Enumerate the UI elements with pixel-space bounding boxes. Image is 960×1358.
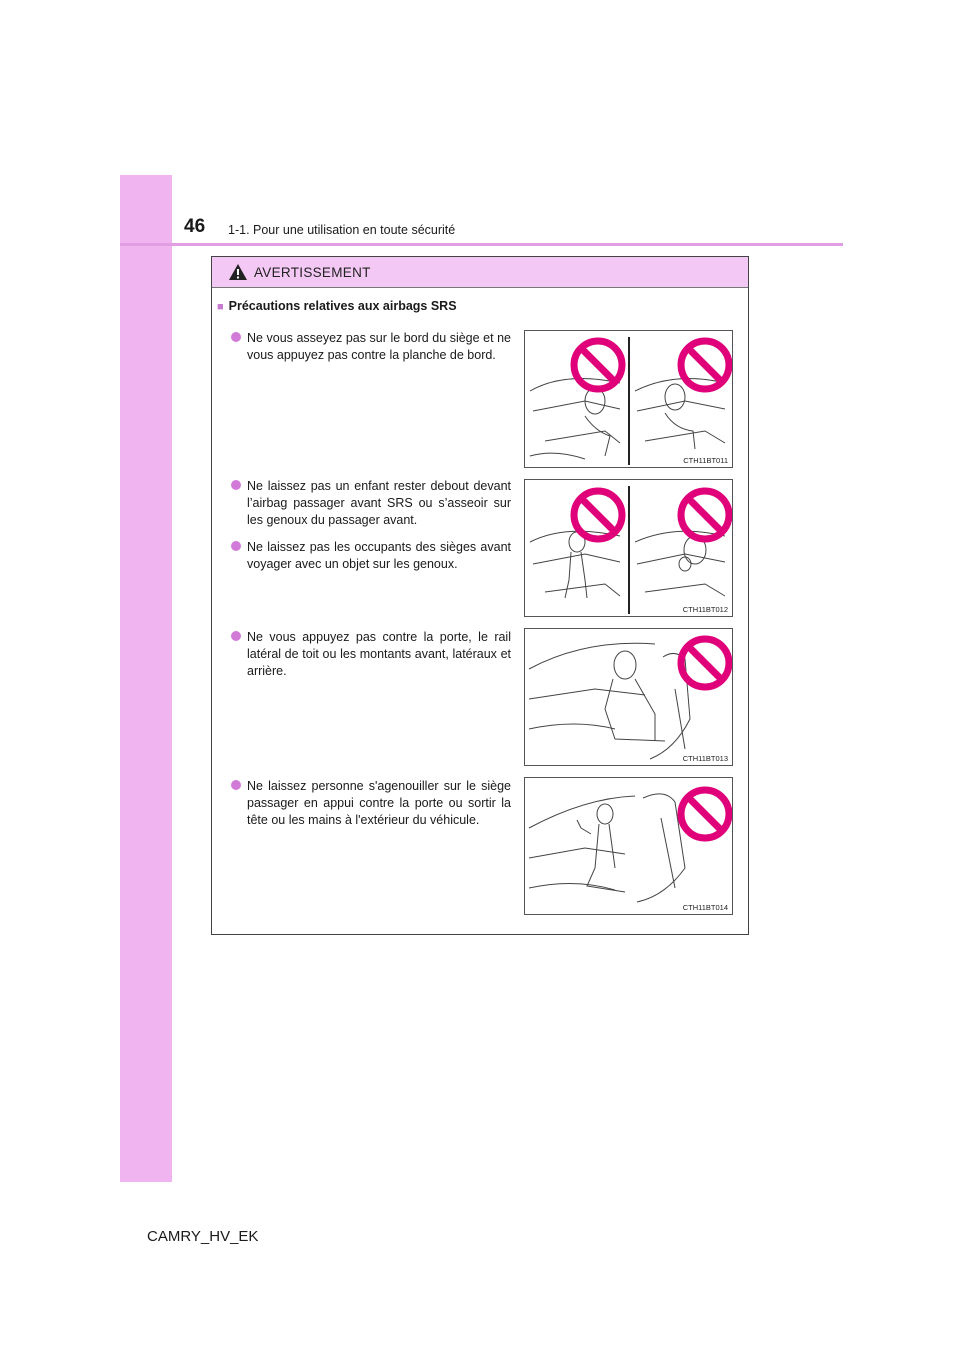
prohibition-icon [574,491,622,539]
prohibition-icon [681,341,729,389]
bullet-item [231,330,511,364]
illustration-child-standing [524,479,733,617]
figure-code: CTH11BT011 [683,456,728,465]
prohibition-icon [681,639,729,687]
figure-code: CTH11BT012 [682,605,728,614]
car-interior-illustration [525,331,733,468]
bullet-item [231,778,511,829]
bullet-dot-icon [231,480,241,490]
section-title: 1-1. Pour une utilisation en toute sécurité [228,223,456,237]
subheading-text: Précautions relatives aux airbags SRS [228,299,457,313]
bullet-dot-icon [231,780,241,790]
prohibition-icon [574,341,622,389]
warning-title: AVERTISSEMENT [254,264,371,280]
car-interior-illustration [525,629,733,766]
warning-box [211,256,749,935]
bullet-dot-icon [231,631,241,641]
illustration-kneeling-seat [524,777,733,915]
bullet-dot-icon [231,541,241,551]
bullet-item [231,478,511,529]
bullet-dot-icon [231,332,241,342]
bullet-text: Ne laissez pas les occupants des sièges avant voyager avec un objet sur les genoux. [247,540,511,571]
side-tab [120,175,172,1182]
prohibition-icon [681,491,729,539]
figure-code: CTH11BT014 [682,903,728,912]
page-number: 46 [184,216,206,237]
model-code: CAMRY_HV_EK [147,1228,259,1245]
bullet-item [231,629,511,680]
illustration-leaning-door [524,628,733,766]
bullet-text: Ne vous asseyez pas sur le bord du siège et ne vous appuyez pas contre la planche de bord. [247,331,511,362]
warning-header [212,257,748,288]
bullet-text: Ne vous appuyez pas contre la porte, le rail latéral de toit ou les montants avant, latéraux et arrière. [247,630,511,678]
header-rule [120,243,843,246]
warning-triangle-icon [228,263,248,281]
prohibition-icon [681,790,729,838]
illustration-edge-of-seat [524,330,733,468]
bullet-text: Ne laissez personne s'agenouiller sur le siège passager en appui contre la porte ou sortir la tête ou les mains à l'extérieur du véhicule. [247,779,511,827]
square-bullet-icon: ■ [217,301,224,313]
car-interior-illustration [525,480,733,617]
warning-subheading [217,299,457,313]
figure-code: CTH11BT013 [682,754,728,763]
car-interior-illustration [525,778,733,915]
bullet-item [231,539,511,573]
bullet-text: Ne laissez pas un enfant rester debout devant l’airbag passager avant SRS ou s’asseoir sur les genoux du passager avant. [247,479,511,527]
